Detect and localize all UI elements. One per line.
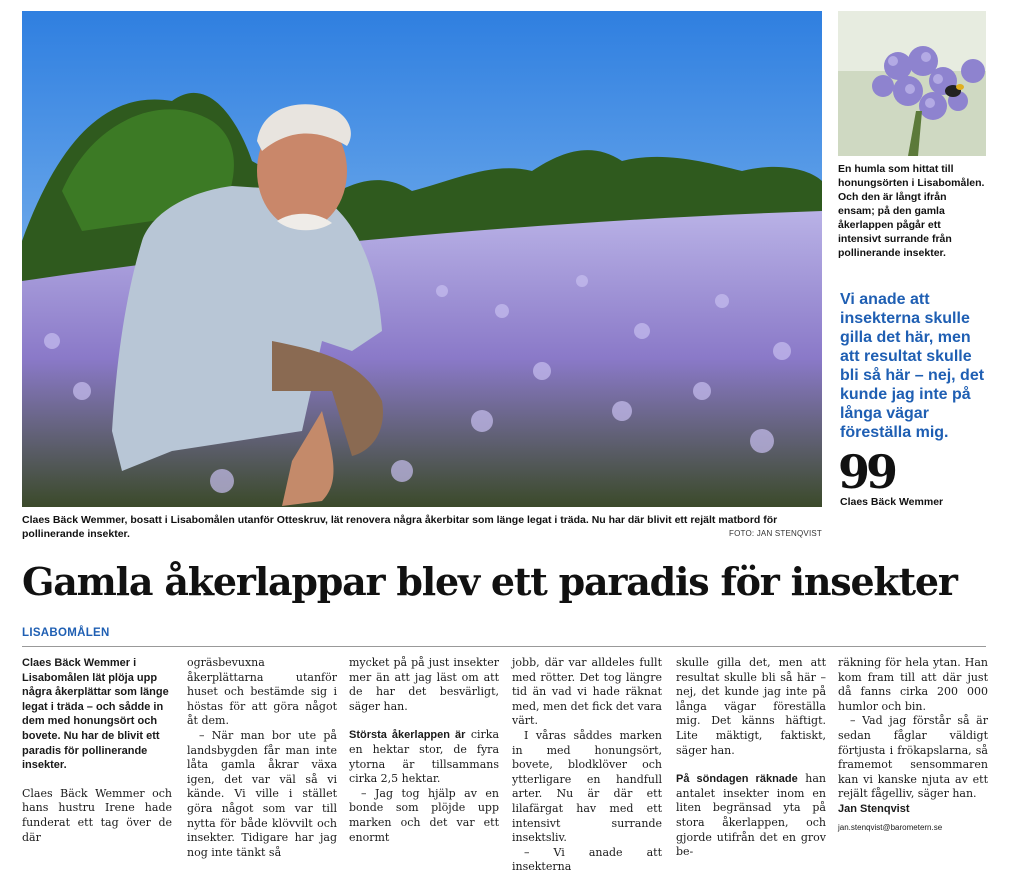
section-label: LISABOMÅLEN [22,627,110,639]
body-text: jobb, där var alldeles fullt med rötter. Det tog längre tid än vad vi hade räknat med, men det fick det vara värt. [512,656,662,728]
subheading: På söndagen räknade [676,773,798,786]
body-text: I våras såddes marken in med honungsört, bovete, blodklöver och ytterligare en handfull arter. Nu är där ett lilafärgat hav med ett intensivt surrande insektsliv. [512,728,662,845]
main-photo-caption: Claes Bäck Wemmer, bosatt i Lisabomålen utanför Otteskruv, lät renovera några åkerbitar som länge legat i träda. Nu har där blivit ett rejält matbord för pollinerande insekter. [22,514,778,540]
pullquote: Vi anade att insekterna skulle gilla det här, men att resultat skulle bli så här – nej, det kunde jag inte på långa vägar föreställa mig. [840,291,985,441]
quote-mark-icon: 99 [838,445,895,499]
body-text: han antalet insekter inom en liten begränsad yta på stora åkerlappen, och gjorde utifrån det en grov be- [676,772,826,859]
body-text: – Jag tog hjälp av en bonde som plöjde upp marken och det var ett enormt [349,786,499,844]
body-text: ogräsbevuxna åkerplättarna utanför huset och bestämde sig i höstas för att göra något åt dem. [187,656,337,728]
article-column-6 [838,656,988,835]
body-text: cirka en hektar stor, de fyra ytorna är tillsammans cirka 2,5 hektar. [349,728,500,786]
article-column-2 [187,656,337,860]
body-text: – Vi anade att insekterna [512,845,662,874]
pullquote-author: Claes Bäck Wemmer [840,496,944,508]
side-photo-caption: En humla som hittat till honungsörten i Lisabomålen. Och den är långt ifrån ensam; på den gamla åkerlappen pågår ett intensivt surrande från pollinerande insekter. [838,163,985,259]
article-column-5 [676,656,826,860]
author-email[interactable]: jan.stenqvist@barometern.se [838,822,943,832]
article-column-1 [22,656,172,845]
body-text: skulle gilla det, men att resultat skulle bli så här –nej, det kunde jag inte på långa vägar föreställa mig. Det känns häftigt. Lite mäktigt, faktiskt, säger han. [676,656,826,757]
article-column-3 [349,656,499,845]
headline: Gamla åkerlappar blev ett paradis för insekter [22,559,957,604]
bumblebee-photo-illustration [838,11,986,156]
main-photo-illustration [22,11,822,507]
photo-credit: FOTO: JAN STENQVIST [729,529,822,538]
body-paragraph [676,772,826,860]
body-text: mycket på på just insekter mer än att jag läst om att de har det besvärligt, säger han. [349,656,499,713]
body-text: – När man bor ute på landsbygden får man inte låta gamla åkrar växa igen, det var väl så vi kände. Vi ville i stället göra något som var till nytta för både klövvilt och insekter. Tidigare har jag nog inte tänkt så [187,728,337,859]
bumblebee-photo [838,11,986,156]
subheading: Största åkerlappen är [349,729,466,742]
body-paragraph [349,728,499,786]
ingress: Claes Bäck Wemmer i Lisabomålen lät plöja upp några åkerplättar som länge legat i träda – och sådde in dem med honungsört och bovete. Nu har de blivit ett paradis för pollinerande insekter. [22,657,169,772]
byline: Jan Stenqvist [838,802,910,815]
body-text: räkning för hela ytan. Han kom fram till att där just då fanns cirka 200 000 humlor och bin. [838,656,988,713]
body-text: – Vad jag förstår så är sedan fåglar väldigt förtjusta i frökapslarna, så framemot sensommaren kan vi kanske njuta av ett rejält fågelliv, säger han. [838,714,988,801]
section-divider [22,646,986,647]
main-photo [22,11,822,507]
article-column-4 [512,656,662,875]
body-text: Claes Bäck Wemmer och hans hustru Irene hade funderat ett tag över de där [22,786,172,844]
